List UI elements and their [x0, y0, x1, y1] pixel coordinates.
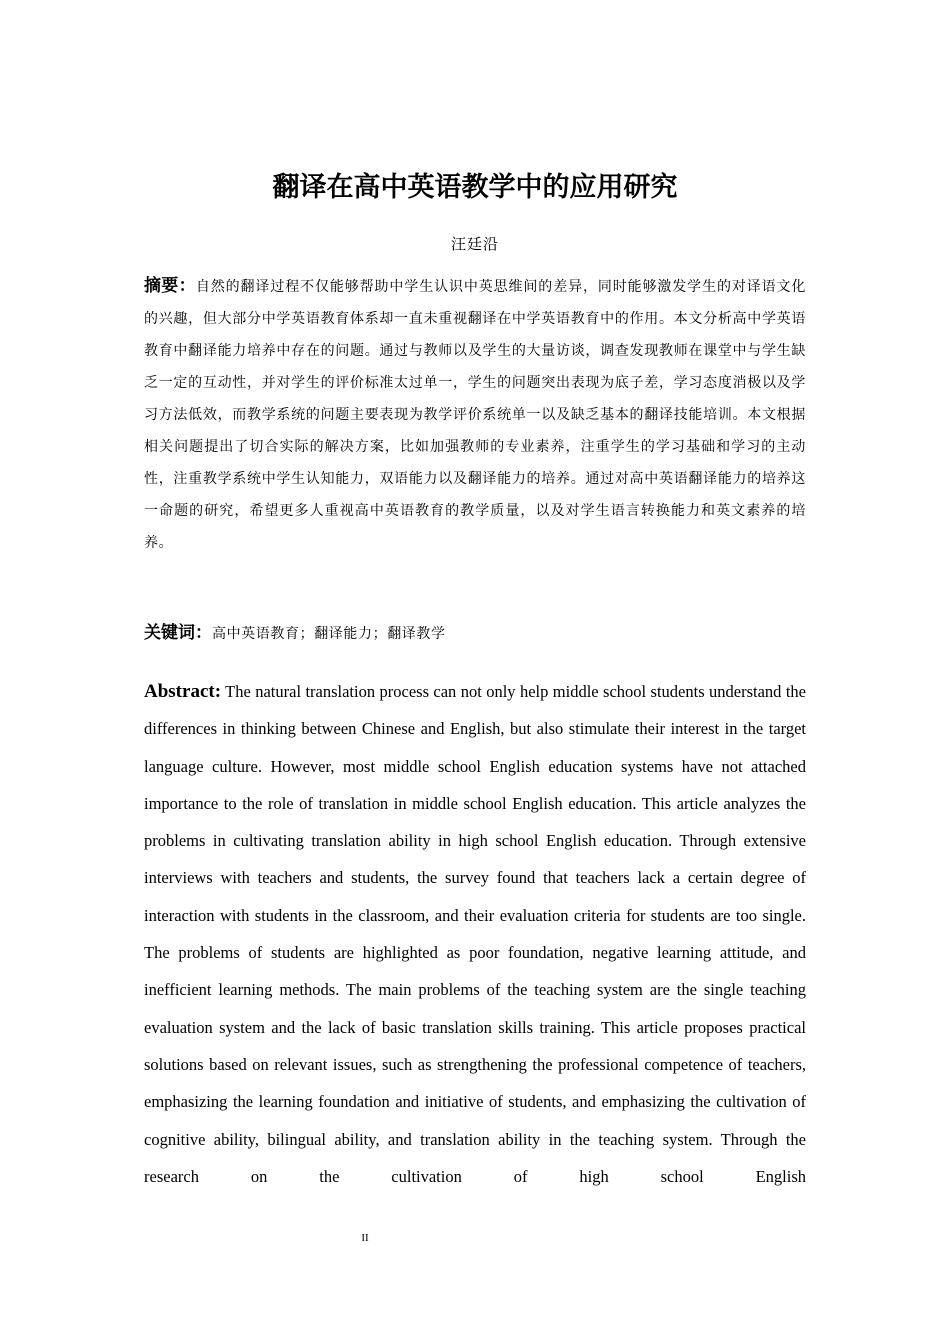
keywords [144, 618, 806, 649]
keywords-text: 高中英语教育；翻译能力；翻译教学 [212, 626, 446, 642]
english-abstract [144, 673, 806, 1195]
page-number: II [361, 1232, 369, 1244]
chinese-abstract [144, 270, 806, 559]
chinese-abstract-label: 摘要： [144, 276, 196, 296]
keywords-label: 关键词： [144, 623, 212, 643]
author-name: 汪廷沿 [450, 235, 499, 253]
chinese-abstract-text: 自然的翻译过程不仅能够帮助中学生认识中英思维间的差异，同时能够激发学生的对译语文化的兴趣，但大部分中学英语教育体系却一直未重视翻译在中学英语教育中的作用。本文分析高中学英语教育中翻译能力培养中存在的问题。通过与教师以及学生的大量访谈，调查发现教师在课堂中与学生缺乏一定的互动性，并对学生的评价标准太过单一，学生的问题突出表现为底子差，学习态度消极以及学习方法低效，而教学系统的问题主要表现为教学评价系统单一以及缺乏基本的翻译技能培训。本文根据相关问题提出了切合实际的解决方案，比如加强教师的专业素养，注重学生的学习基础和学习的主动性，注重教学系统中学生认知能力，双语能力以及翻译能力的培养。通过对高中英语翻译能力的培养这一命题的研究，希望更多人重视高中英语教育的教学质量，以及对学生语言转换能力和英文素养的培养。 [144, 279, 806, 551]
english-abstract-label: Abstract: [144, 681, 222, 702]
english-abstract-text: The natural translation process can not only help middle school students understand the differences in thinking between Chinese and English, but also stimulate their interest in the target language culture. However, most middle school English education systems have not attached importance to the role of translation in middle school English education. This article analyzes the problems in cultivating translation ability in high school English education. Through extensive interviews with teachers and students, the survey found that teachers lack a certain degree of interaction with students in the classroom, and their evaluation criteria for students are too single. The problems of students are highlighted as poor foundation, negative learning attitude, and inefficient learning methods. The main problems of the teaching system are the single teaching evaluation system and the lack of basic translation skills training. This article proposes practical solutions based on relevant issues, such as strengthening the professional competence of teachers, emphasizing the learning foundation and initiative of students, and emphasizing the cultivation of cognitive ability, bilingual ability, and translation ability in the teaching system. Through the research on the cultivation of high school English [144, 682, 806, 1186]
paper-title: 翻译在高中英语教学中的应用研究 [272, 172, 678, 203]
